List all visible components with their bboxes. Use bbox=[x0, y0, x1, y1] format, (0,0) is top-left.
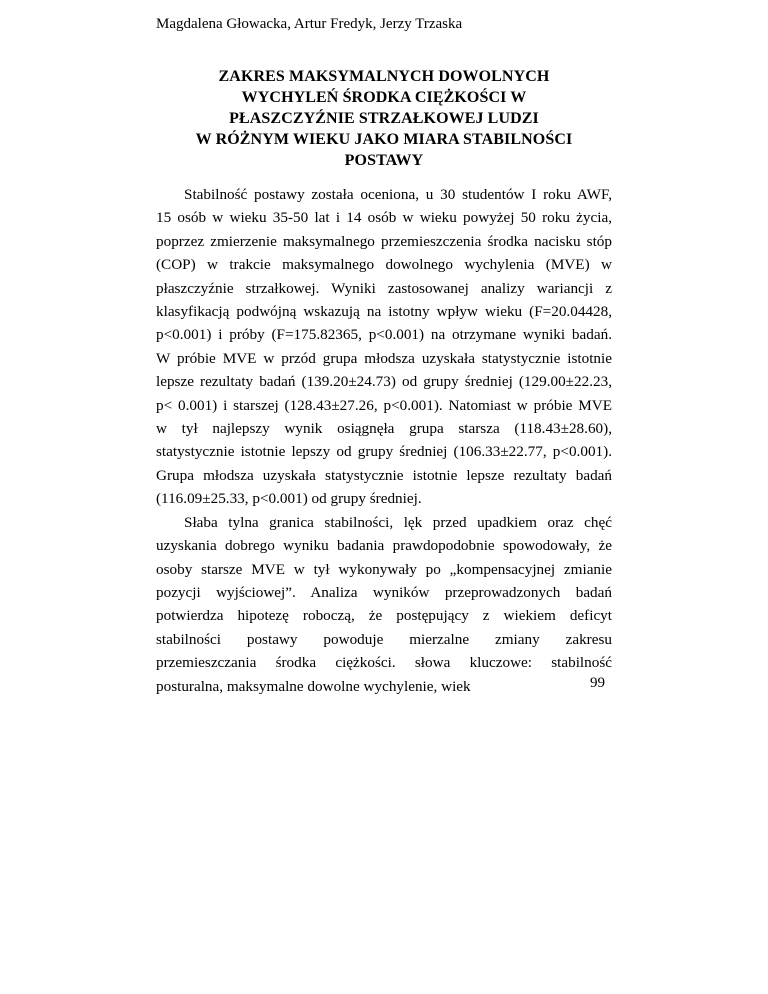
text-line: p<0.001) i próby (F=175.82365, p<0.001) na otrzymane wyniki badań. bbox=[156, 326, 612, 344]
title-line: PŁASZCZYŹNIE STRZAŁKOWEJ LUDZI bbox=[229, 110, 539, 127]
text-line: Grupa młodsza uzyskała statystycznie istotnie lepsze rezultaty badań bbox=[156, 466, 612, 484]
text-line: w tył najlepszy wynik osiągnęła grupa starsza (118.43±28.60), bbox=[156, 420, 612, 438]
abstract-body bbox=[156, 183, 612, 698]
article-title bbox=[156, 66, 612, 171]
text-line: 15 osób w wieku 35-50 lat i 14 osób w wieku powyżej 50 roku życia, bbox=[156, 209, 612, 227]
text-line: płaszczyźnie strzałkowej. Wyniki zastosowanej analizy wariancji z bbox=[156, 279, 612, 297]
text-line: lepsze rezultaty badań (139.20±24.73) od grupy średniej (129.00±22.23, bbox=[156, 373, 612, 391]
text-line: W próbie MVE w przód grupa młodsza uzyskała statystycznie istotnie bbox=[156, 349, 612, 367]
text-line: (116.09±25.33, p<0.001) od grupy średniej. bbox=[156, 490, 422, 508]
text-line: stabilności postawy powoduje mierzalne zmiany zakresu bbox=[156, 630, 612, 648]
text-line: pozycji wyjściowej”. Analiza wyników przeprowadzonych badań bbox=[156, 583, 612, 601]
title-line: POSTAWY bbox=[344, 152, 424, 169]
text-line: statystycznie istotnie lepszy od grupy średniej (106.33±22.77, p<0.001). bbox=[156, 443, 612, 461]
text-line: (COP) w trakcie maksymalnego dowolnego wychylenia (MVE) w bbox=[156, 256, 612, 274]
title-line: ZAKRES MAKSYMALNYCH DOWOLNYCH bbox=[218, 68, 550, 85]
title-line: W RÓŻNYM WIEKU JAKO MIARA STABILNOŚCI bbox=[195, 131, 573, 148]
text-line: poprzez zmierzenie maksymalnego przemieszczenia środka nacisku stóp bbox=[156, 232, 612, 250]
text-line: Stabilność postawy została oceniona, u 30 studentów I roku AWF, bbox=[184, 186, 612, 203]
text-line: osoby starsze MVE w tył wykonywały po „kompensacyjnej zmianie bbox=[156, 560, 612, 578]
text-line: uzyskania dobrego wyniku badania prawdopodobnie spowodowały, że bbox=[156, 537, 612, 555]
text-line: p< 0.001) i starszej (128.43±27.26, p<0.001). Natomiast w próbie MVE bbox=[156, 396, 612, 414]
text-line: posturalna, maksymalne dowolne wychylenie, wiek bbox=[156, 677, 471, 695]
text-line: klasyfikacją podwójną wskazują na istotny wpływ wieku (F=20.04428, bbox=[156, 303, 612, 321]
title-line: WYCHYLEŃ ŚRODKA CIĘŻKOŚCI W bbox=[241, 89, 527, 106]
running-head-authors: Magdalena Głowacka, Artur Fredyk, Jerzy Trzaska bbox=[156, 16, 463, 32]
abstract-paragraph-2 bbox=[156, 511, 612, 698]
abstract-paragraph-1 bbox=[156, 183, 612, 511]
page-number: 99 bbox=[590, 675, 605, 691]
text-line: potwierdza hipotezę roboczą, że postępujący z wiekiem deficyt bbox=[156, 607, 612, 625]
text-line: przemieszczania środka ciężkości. słowa kluczowe: stabilność bbox=[156, 654, 612, 672]
text-line: Słaba tylna granica stabilności, lęk przed upadkiem oraz chęć bbox=[184, 513, 612, 531]
